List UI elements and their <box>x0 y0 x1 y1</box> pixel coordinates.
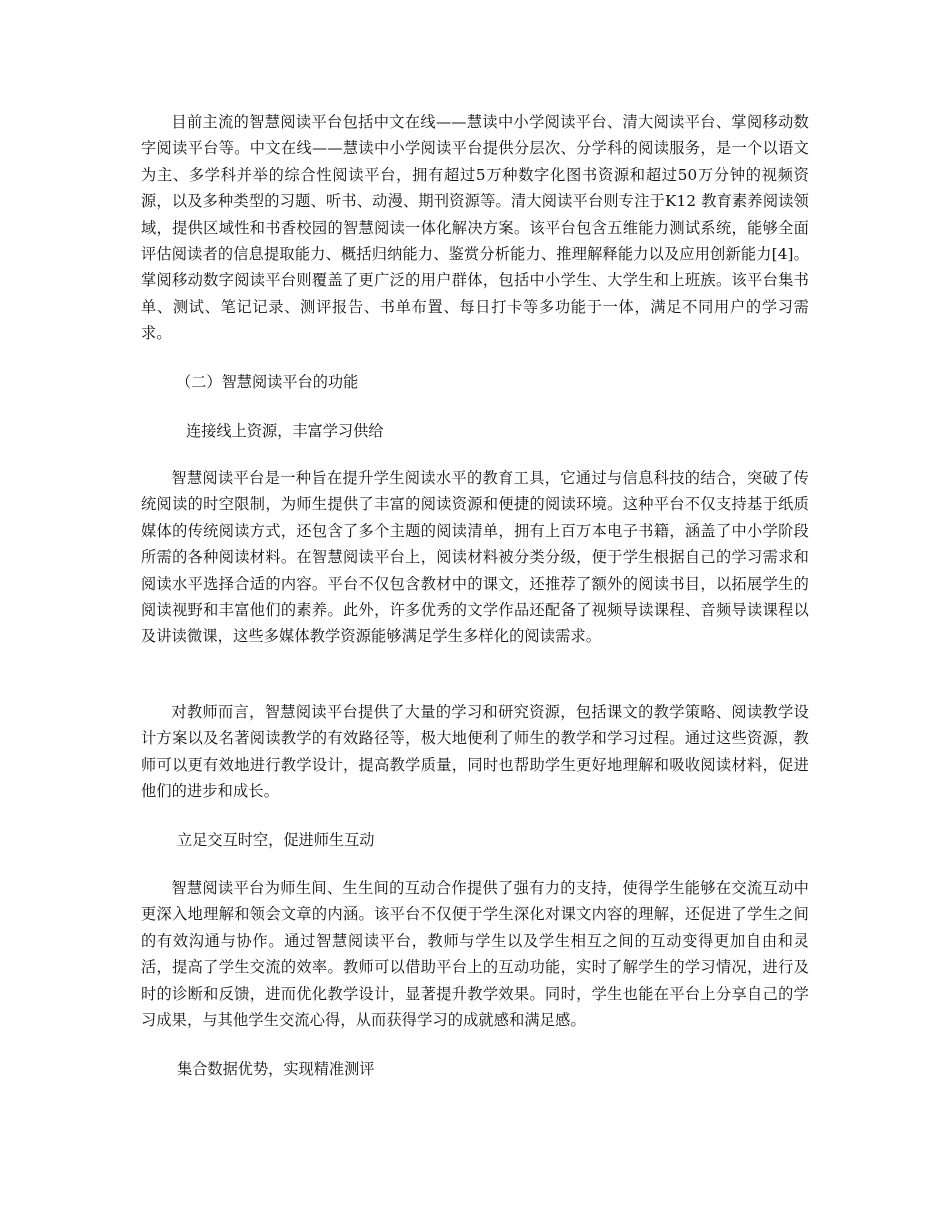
subsection-heading: 连接线上资源，丰富学习供给 <box>186 422 384 440</box>
body-paragraph: 对教师而言，智慧阅读平台提供了大量的学习和研究资源，包括课文的教学策略、阅读教学设计方案以及名著阅读教学的有效路径等，极大地便利了师生的教学和学习过程。通过这些资源，教师可以更有效地进行教学设计，提高教学质量，同时也帮助学生更好地理解和吸收阅读材料，促进他们的进步和成长。 <box>141 703 809 801</box>
body-paragraph: 目前主流的智慧阅读平台包括中文在线——慧读中小学阅读平台、清大阅读平台、掌阅移动数字阅读平台等。中文在线——慧读中小学阅读平台提供分层次、分学科的阅读服务，是一个以语文为主、多学科并举的综合性阅读平台，拥有超过5万种数字化图书资源和超过50万分钟的视频资源，以及多种类型的习题、听书、动漫、期刊资源等。清大阅读平台则专注于K12 教育素养阅读领域，提供区域性和书香校园的智慧阅读一体化解决方案。该平台包含五维能力测试系统，能够全面评估阅读者的信息提取能力、概括归纳能力、鉴赏分析能力、推理解释能力以及应用创新能力[4]。掌阅移动数字阅读平台则覆盖了更广泛的用户群体，包括中小学生、大学生和上班族。该平台集书单、测试、笔记记录、测评报告、书单布置、每日打卡等多功能于一体，满足不同用户的学习需求。 <box>141 113 809 343</box>
section-heading: （二）智慧阅读平台的功能 <box>176 373 359 391</box>
body-paragraph: 智慧阅读平台是一种旨在提升学生阅读水平的教育工具，它通过与信息科技的结合，突破了传统阅读的时空限制，为师生提供了丰富的阅读资源和便捷的阅读环境。这种平台不仅支持基于纸质媒体的传统阅读方式，还包含了多个主题的阅读清单，拥有上百万本电子书籍，涵盖了中小学阶段所需的各种阅读材料。在智慧阅读平台上，阅读材料被分类分级，便于学生根据自己的学习需求和阅读水平选择合适的内容。平台不仅包含教材中的课文，还推荐了额外的阅读书目，以拓展学生的阅读视野和丰富他们的素养。此外，许多优秀的文学作品还配备了视频导读课程、音频导读课程以及讲读微课，这些多媒体教学资源能够满足学生多样化的阅读需求。 <box>141 469 809 646</box>
subsection-heading: 立足交互时空，促进师生互动 <box>177 831 375 849</box>
subsection-heading: 集合数据优势，实现精准测评 <box>177 1060 375 1078</box>
body-paragraph: 智慧阅读平台为师生间、生生间的互动合作提供了强有力的支持，使得学生能够在交流互动中更深入地理解和领会文章的内涵。该平台不仅便于学生深化对课文内容的理解，还促进了学生之间的有效沟通与协作。通过智慧阅读平台，教师与学生以及学生相互之间的互动变得更加自由和灵活，提高了学生交流的效率。教师可以借助平台上的互动功能，实时了解学生的学习情况，进行及时的诊断和反馈，进而优化教学设计，显著提升教学效果。同时，学生也能在平台上分享自己的学习成果，与其他学生交流心得，从而获得学习的成就感和满足感。 <box>141 879 809 1030</box>
